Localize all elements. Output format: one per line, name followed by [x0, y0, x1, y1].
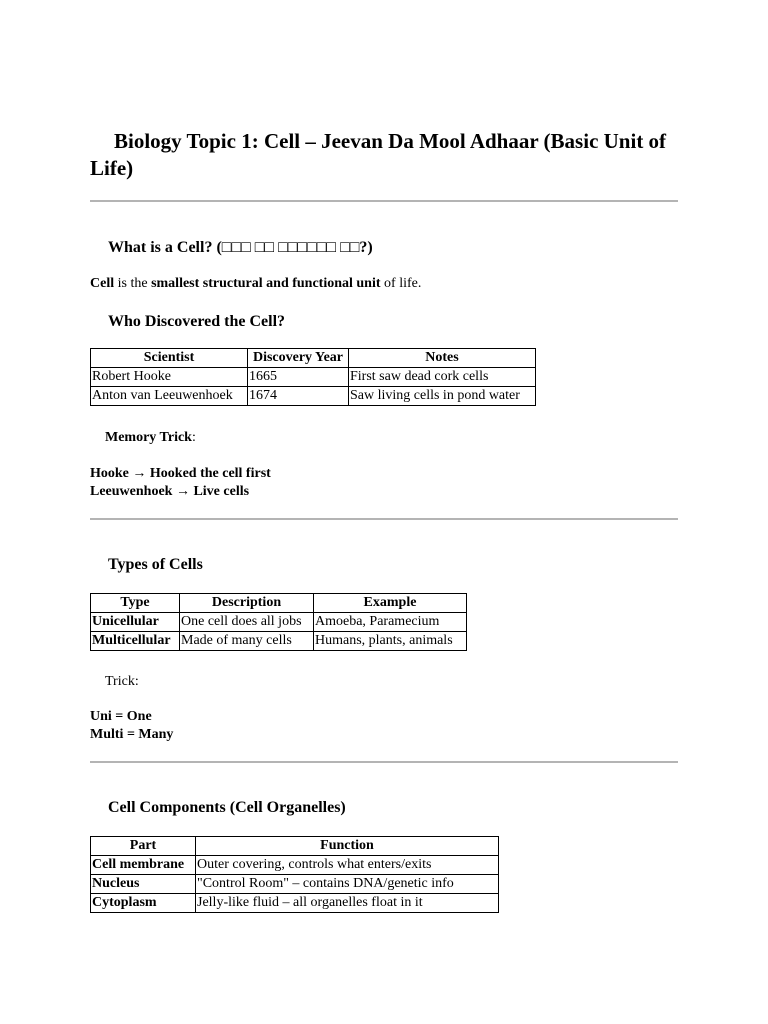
memory-trick-title: Memory Trick [105, 430, 192, 445]
cell-types-table [90, 593, 467, 651]
definition-connector: is the [114, 276, 152, 291]
table-row [91, 613, 467, 632]
trick-line-multi: Multi = Many [90, 727, 174, 742]
divider [90, 761, 678, 763]
column-header-function: Function [196, 837, 499, 856]
memory-trick-lines [90, 465, 271, 501]
table-header-row [91, 349, 536, 368]
definition-ending: of life. [380, 276, 422, 291]
divider [90, 518, 678, 520]
divider [90, 200, 678, 202]
table-row [91, 387, 536, 406]
example-cell: Humans, plants, animals [314, 632, 467, 651]
section-heading-what-is-cell: What is a Cell? (□□□ □□ □□□□□□ □□?) [108, 239, 373, 256]
function-cell: Jelly-like fluid – all organelles float in it [196, 894, 499, 913]
scientist-cell: Anton van Leeuwenhoek [91, 387, 248, 406]
column-header-scientist: Scientist [91, 349, 248, 368]
example-cell: Amoeba, Paramecium [314, 613, 467, 632]
cell-definition [90, 275, 421, 293]
section-heading-components: Cell Components (Cell Organelles) [108, 799, 346, 816]
definition-term: Cell [90, 276, 115, 291]
year-cell: 1665 [248, 368, 349, 387]
memory-trick-colon: : [191, 430, 196, 445]
notes-cell: Saw living cells in pond water [349, 387, 536, 406]
type-cell: Multicellular [91, 632, 180, 651]
table-row [91, 632, 467, 651]
part-cell: Cytoplasm [91, 894, 196, 913]
table-header-row [91, 594, 467, 613]
trick-line-uni: Uni = One [90, 709, 152, 724]
table-row [91, 368, 536, 387]
part-cell: Cell membrane [91, 856, 196, 875]
part-cell: Nucleus [91, 875, 196, 894]
definition-emphasis: smallest structural and functional unit [151, 276, 381, 291]
trick-line-leeuwenhoek: Leeuwenhoek → Live cells [90, 484, 250, 499]
table-row [91, 856, 499, 875]
section-heading-types: Types of Cells [108, 556, 203, 573]
year-cell: 1674 [248, 387, 349, 406]
section-heading-discovery: Who Discovered the Cell? [108, 313, 286, 330]
notes-cell: First saw dead cork cells [349, 368, 536, 387]
page-title: Biology Topic 1: Cell – Jeevan Da Mool Adhaar (Basic Unit of Life) [90, 129, 667, 180]
function-cell: "Control Room" – contains DNA/genetic info [196, 875, 499, 894]
cell-components-table [90, 836, 499, 913]
table-row [91, 875, 499, 894]
description-cell: Made of many cells [180, 632, 314, 651]
types-trick-lines [90, 708, 173, 744]
type-cell: Unicellular [91, 613, 180, 632]
discovery-table [90, 348, 536, 406]
column-header-notes: Notes [349, 349, 536, 368]
memory-trick-label [105, 429, 196, 447]
table-header-row [91, 837, 499, 856]
column-header-type: Type [91, 594, 180, 613]
scientist-cell: Robert Hooke [91, 368, 248, 387]
trick-label: Trick: [105, 674, 139, 689]
column-header-description: Description [180, 594, 314, 613]
column-header-part: Part [91, 837, 196, 856]
column-header-year: Discovery Year [248, 349, 349, 368]
trick-line-hooke: Hooke → Hooked the cell first [90, 466, 271, 481]
function-cell: Outer covering, controls what enters/exits [196, 856, 499, 875]
column-header-example: Example [314, 594, 467, 613]
table-row [91, 894, 499, 913]
description-cell: One cell does all jobs [180, 613, 314, 632]
